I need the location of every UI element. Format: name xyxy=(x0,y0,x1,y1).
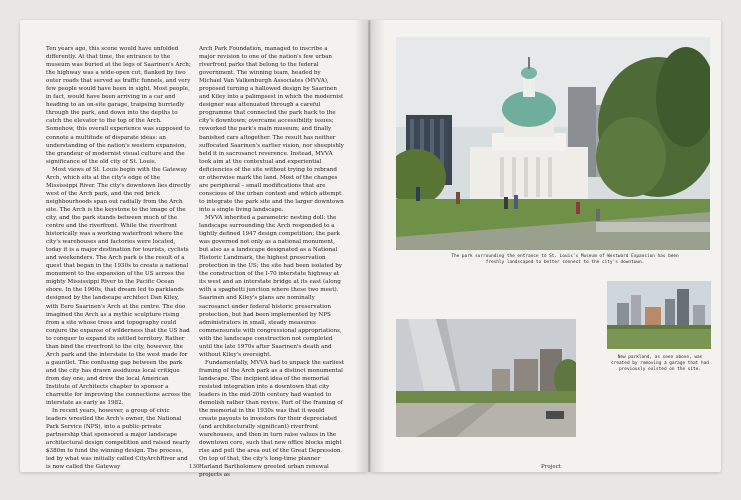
text-column-2 xyxy=(199,45,344,480)
paragraph: Most views of St. Louis begin with the Gateway Arch, which sits at the city's edge of the Mississippi River. The city's downtown lies directly west of the Arch park, and the red brick neighbourhoods span out radially from the Arch site. The Arch is the keystone to the image of the city, and the park stands between much of the centre and the riverfront. While the riverfront historically was a working waterfront where the city's warehouses and factories were located, today it is a major destination for tourists, cyclists and weekenders. The Arch park is the result of a quest that began in the 1930s to create a national monument to the expansion of the US across the mighty Mississippi River to the Pacific Ocean shore. In the 1960s, that dream led to parklands designed by the landscape architect Dan Kiley, with Eero Saarinen's Arch at the centre. The duo imagined the Arch as a mythic sculpture rising from a site whose trees and topography could conjure the expanse of wilderness that the US had to conquer to expand its settled territory. Rather than bind the riverfront to the city, however, the Arch park and the interstate to the west made for a gauntlet. The confusing gap between the park and the city has drawn assiduous local critique from day one, and drew the local American Institute of Architects chapter to sponsor a charrette for improving the connections across the interstate as early as 1982. xyxy=(46,166,191,407)
photo-caption-side: New parkland, as seen above, was created by removing a garage that had previously existed on the site. xyxy=(611,355,709,373)
paragraph: Ten years ago, this scene would have unfolded differently. At that time, the entrance to the museum was buried at the legs of Saarinen's Arch; the highway was a wide-open cut, flanked by two outer roads that served as traffic funnels, and very few people would have been in sight. Most people, in fact, would have been arriving in a car and heading to an on-site garage, traipsing hurriedly through the park, and down into the depths to catch the elevator to the top of the Arch. Somehow, this overall experience was supposed to connote a multitude of disparate ideas: an understanding of the nation's western expansion, the grandeur of modernist visual culture and the significance of the old city of St. Louis. xyxy=(46,46,191,165)
paragraph: In recent years, however, a group of civic leaders wrestled the Arch's owner, the National Park Service (NPS), into a public-private partnership that sponsored a major landscape architectural design competition and raised nearly $380m to fund the winning design. The process, led by what was initially called CityArchRiver and is now called the Gateway xyxy=(46,408,191,471)
photo-caption-main: The park surrounding the entrance to St. Louis's Museum of Westward Expansion has been freshly landscaped to better connect to the city's downtown. xyxy=(451,254,679,266)
running-head: Project xyxy=(541,464,561,470)
paragraph: Arch Park Foundation, managed to inscribe a major revision to one of the nation's few urban riverfront parks that belong to the federal government. The winning team, headed by Michael Van Valkenburgh Associates (MVVA), proposed turning a hallowed design by Saarinen and Kiley into a palimpsest in which the modernist designer was attenuated through a careful programme that connected the park back to the city's downtown; overcame accessibility issues; reworked the park's main museum; and finally banished cars altogether. The result has neither suffocated Saarinen's earlier vision, nor sheepishly held it in sacrosanct reverence. Instead, MVVA took aim at the contextual and experiential deficiencies of the site without trying to rebrand or otherwise mark the land. Most of the changes are peripheral – small modifications that are conscious of the urban context and which attempt to integrate the park site and the larger downtown into a single living landscape. xyxy=(199,46,344,213)
page-number: 130 xyxy=(189,464,200,470)
paragraph: Fundamentally, MVVA had to unpack the earliest framing of the Arch park as a distinct monumental landscape. The incipient idea of the memorial resisted integration into a downtown that city leaders in the mid-20th century had wanted to demolish rather than revive. Part of the framing of the memorial in the 1930s was that it would create payouts to investors for their depreciated (and architecturally significant) riverfront warehouses, and then in turn raise values in the downtown core, such that new office blocks might rise and pull the area out of the Great Depression. On top of that, the city's long-time planner Harland Bartholomew greeted urban renewal projects as xyxy=(199,359,344,479)
parkland-skyline-photo xyxy=(607,281,711,349)
courthouse-park-photo xyxy=(396,37,710,250)
text-column-1 xyxy=(46,45,191,471)
arch-grounds-photo xyxy=(396,319,576,437)
paragraph: MVVA inherited a parametric nesting doll: the landscape surrounding the Arch responded to a tightly defined 1947 design competition; the park was governed not only as a national monument, but also as a landscape designated as a National Historic Landmark, the highest preservation protection in the US; the site had been isolated by the construction of the I-70 interstate highway at its west and an interstate bridge at its east (along with a spaghetti junction where these two meet). Saarinen and Kiley's plans are nominally sacrosanct under federal historic preservation protection, but had been implemented by NPS administrators in small, steady measures commensurate with congressional appropriations, with the landscape construction not completed until the late 1970s after Saarinen's death and without Kiley's oversight. xyxy=(199,214,343,358)
